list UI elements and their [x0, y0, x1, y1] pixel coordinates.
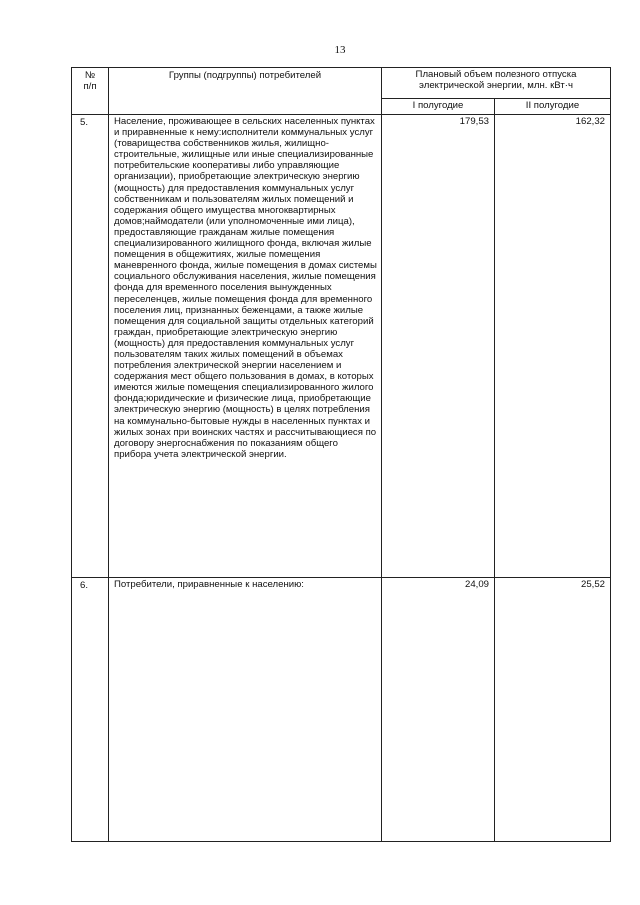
table-row	[72, 578, 611, 842]
row-number: 6.	[72, 578, 109, 842]
row-number: 5.	[72, 115, 109, 578]
row-value-first-half: 179,53	[382, 115, 495, 578]
header-second-half: II полугодие	[495, 99, 611, 115]
table-row	[72, 115, 611, 578]
header-first-half: I полугодие	[382, 99, 495, 115]
header-number: № п/п	[72, 68, 109, 115]
page-number: 13	[334, 44, 346, 56]
row-description: Население, проживающее в сельских населенных пунктах и приравненные к нему:исполнители коммунальных услуг (товарищества собственников жилья, жилищно-строительные, жилищные или иные специализированные потребительские кооперативы либо управляющие организации), приобретающие электрическую энергию (мощность) для предоставления коммунальных услуг собственникам и пользователям жилых помещений и содержания общего имущества многоквартирных домов;наймодатели (или уполномоченные ими лица), предоставляющие гражданам жилые помещения специализированного жилищного фонда, включая жилые помещения в общежитиях, жилые помещения маневренного фонда, жилые помещения в домах системы социального обслуживания населения, жилые помещения фонда для временного поселения вынужденных переселенцев, жилые помещения фонда для временного поселения лиц, признанных беженцами, а также жилые помещения для социальной защиты отдельных категорий граждан, приобретающие электрическую энергию (мощность) для предоставления коммунальных услуг пользователям таких жилых помещений в объемах потребления электрической энергии населением и содержания мест общего пользования в домах, в которых имеются жилые помещения специализированного жилого фонда;юридические и физические лица, приобретающие электрическую энергию (мощность) в целях потребления на коммунально-бытовые нужды в населенных пунктах и жилых зонах при воинских частях и рассчитывающиеся по договору энергоснабжения по показаниям общего прибора учета электрической энергии.	[109, 115, 382, 578]
row-value-second-half: 162,32	[495, 115, 611, 578]
header-consumer-groups: Группы (подгруппы) потребителей	[109, 68, 382, 115]
header-planned-volume: Плановый объем полезного отпуска электрической энергии, млн. кВт·ч	[382, 68, 611, 99]
row-value-second-half: 25,52	[495, 578, 611, 842]
table-header-row	[72, 68, 611, 99]
row-value-first-half: 24,09	[382, 578, 495, 842]
consumption-table	[71, 67, 611, 842]
row-description: Потребители, приравненные к населению:	[109, 578, 382, 842]
